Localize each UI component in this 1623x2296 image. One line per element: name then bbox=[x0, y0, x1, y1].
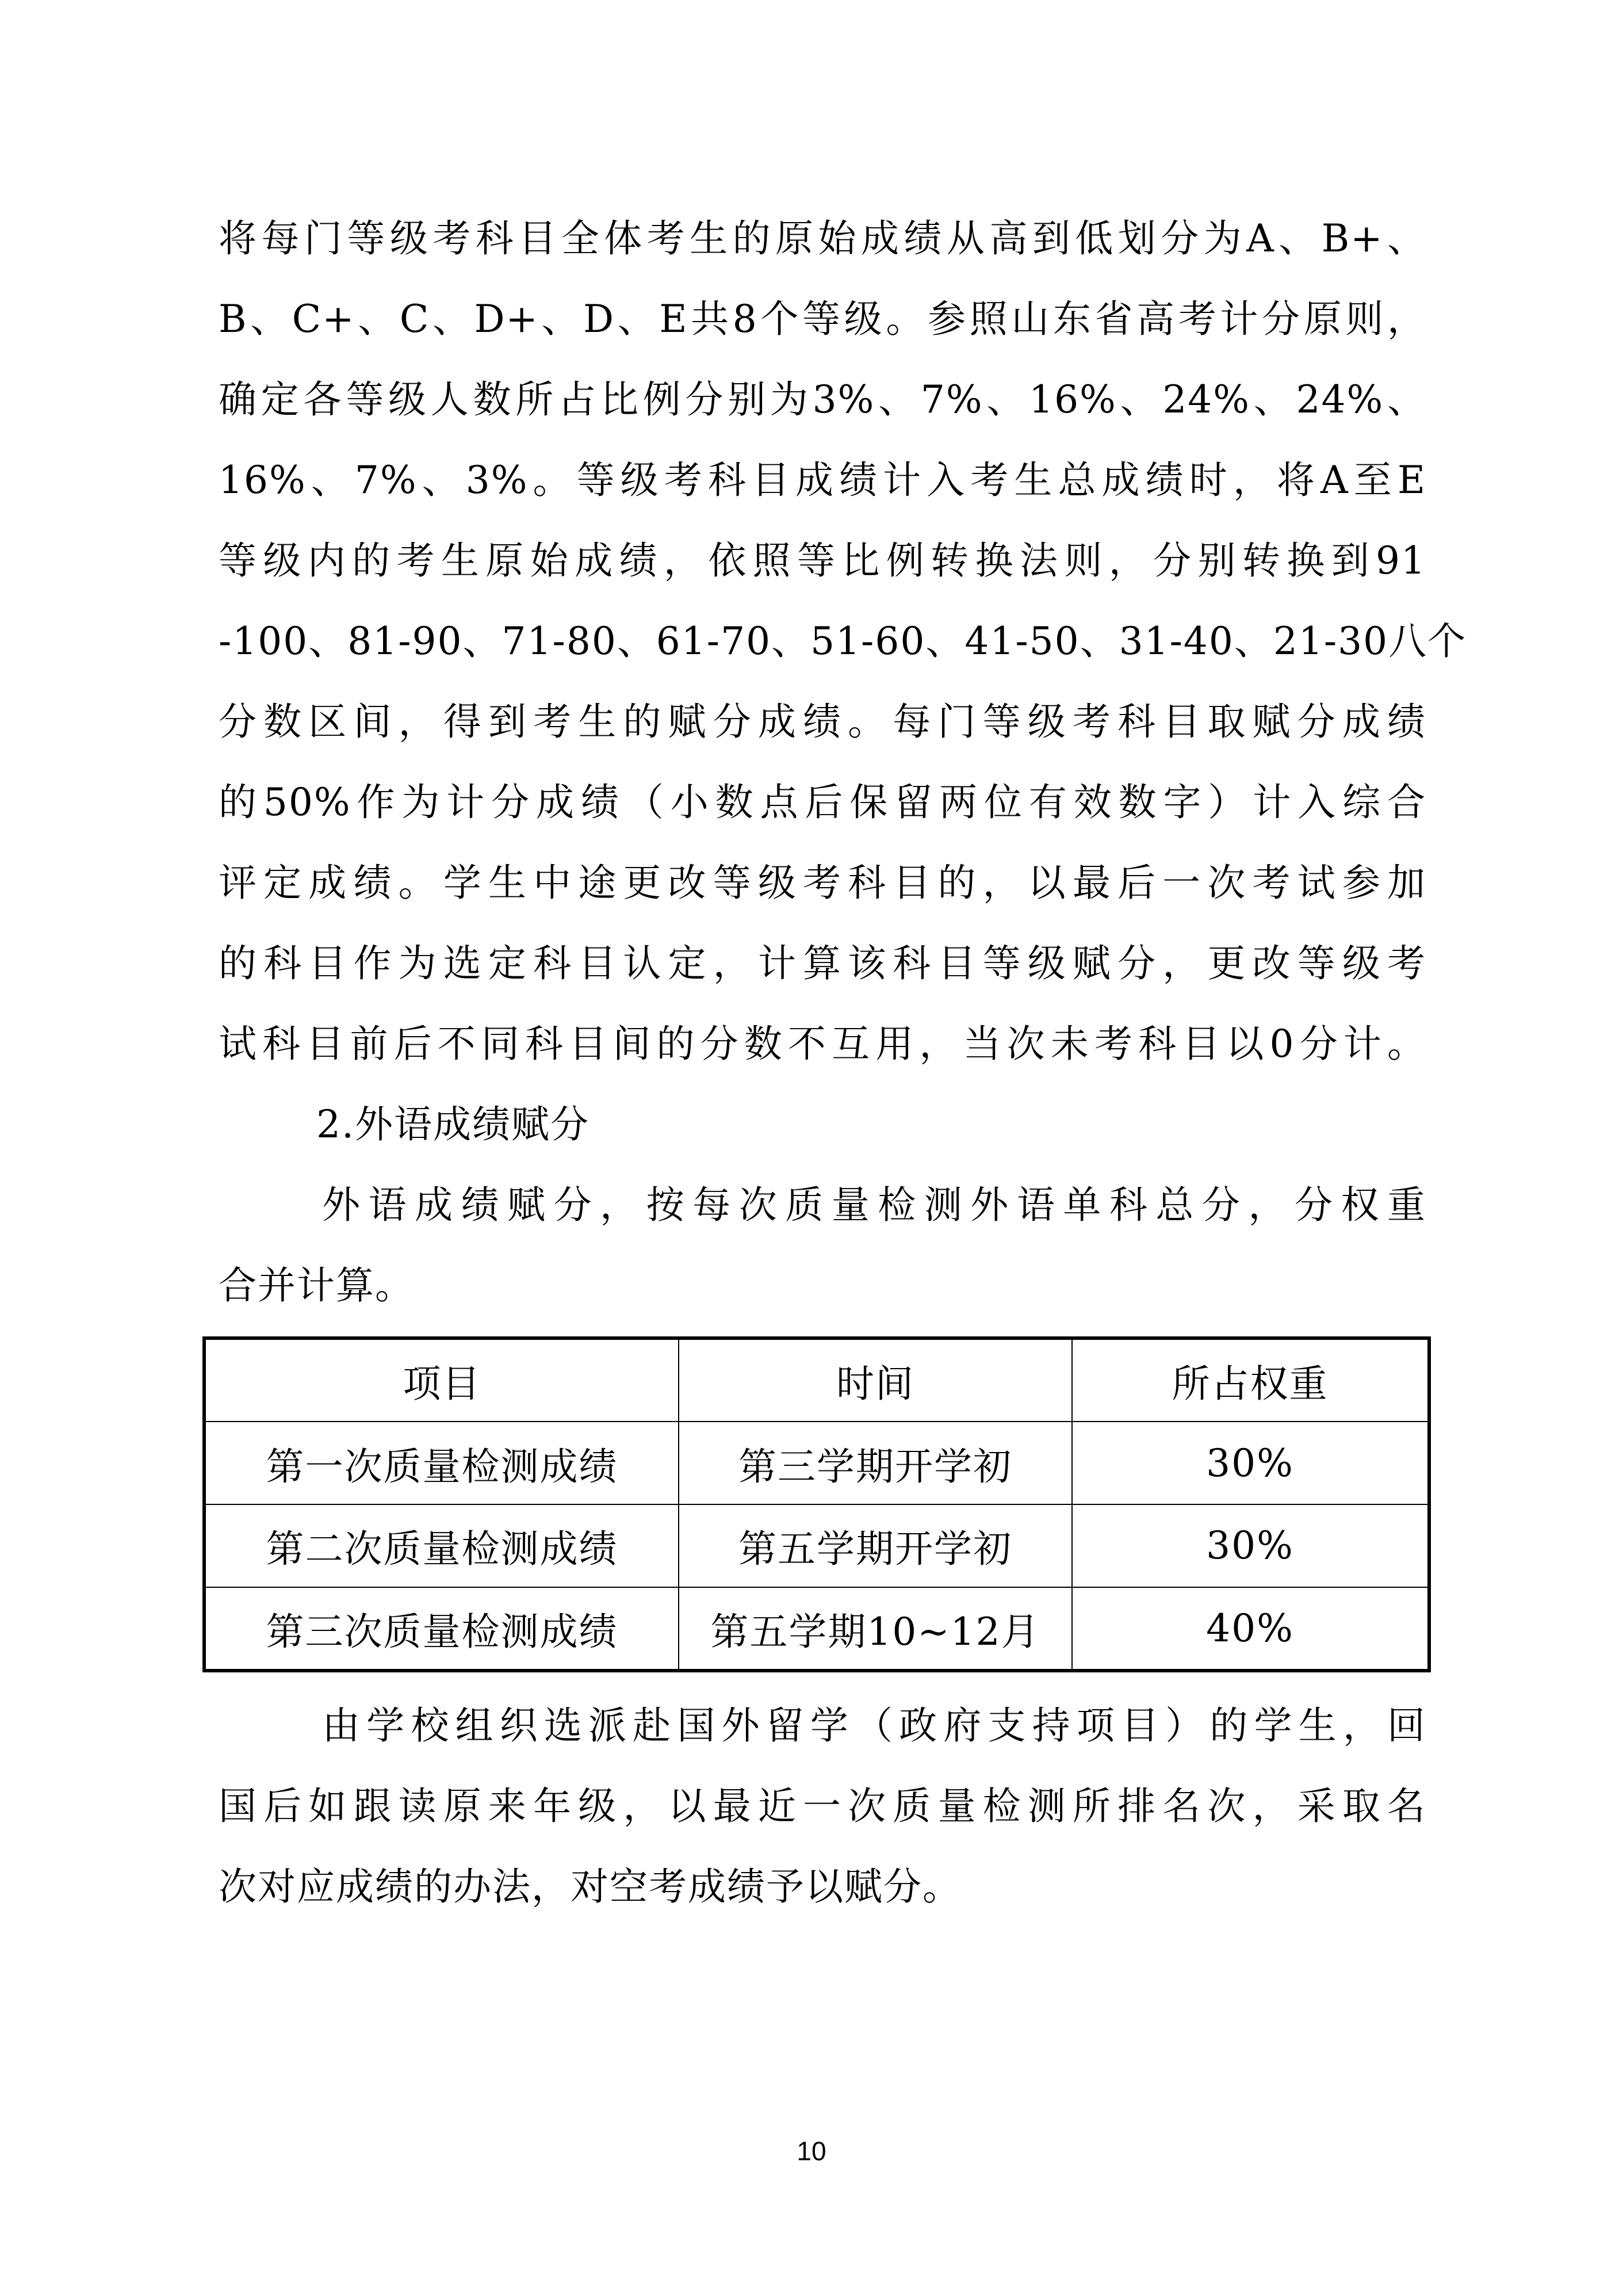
cell-weight: 40% bbox=[1072, 1587, 1427, 1669]
text-line: 的科目作为选定科目认定，计算该科目等级赋分，更改等级考 bbox=[219, 941, 1426, 985]
text-line: 16%、7%、3%。等级考科目成绩计入考生总成绩时，将A至E bbox=[219, 458, 1426, 502]
text-line: 分数区间，得到考生的赋分成绩。每门等级考科目取赋分成绩 bbox=[219, 700, 1426, 744]
text-line: 合并计算。 bbox=[219, 1263, 414, 1308]
cell-time: 第五学期10~12月 bbox=[679, 1587, 1072, 1669]
text-line: 试科目前后不同科目间的分数不互用，当次未考科目以0分计。 bbox=[219, 1022, 1426, 1066]
header-time: 时间 bbox=[679, 1340, 1072, 1422]
text-line: 等级内的考生原始成绩，依照等比例转换法则，分别转换到91 bbox=[219, 538, 1426, 583]
cell-time: 第三学期开学初 bbox=[679, 1422, 1072, 1504]
text-line: 评定成绩。学生中途更改等级考科目的，以最后一次考试参加 bbox=[219, 861, 1426, 905]
cell-time: 第五学期开学初 bbox=[679, 1504, 1072, 1587]
cell-weight: 30% bbox=[1072, 1422, 1427, 1504]
text-line: -100、81-90、71-80、61-70、51-60、41-50、31-40、21-30八个 bbox=[219, 619, 1467, 663]
weights-table bbox=[202, 1336, 1431, 1672]
text-line: 国后如跟读原来年级，以最近一次质量检测所排名次，采取名 bbox=[219, 1784, 1426, 1828]
text-line: 确定各等级人数所占比例分别为3%、7%、16%、24%、24%、 bbox=[219, 377, 1426, 422]
text-line: 由学校组织选派赴国外留学（政府支持项目）的学生，回 bbox=[322, 1703, 1426, 1748]
cell-item: 第三次质量检测成绩 bbox=[206, 1587, 679, 1669]
text-line: 的50%作为计分成绩（小数点后保留两位有效数字）计入综合 bbox=[219, 780, 1426, 824]
table-row bbox=[206, 1587, 1427, 1669]
text-line: 将每门等级考科目全体考生的原始成绩从高到低划分为A、B+、 bbox=[219, 216, 1426, 261]
text-line: 次对应成绩的办法，对空考成绩予以赋分。 bbox=[219, 1865, 962, 1909]
section-heading: 2.外语成绩赋分 bbox=[316, 1102, 590, 1147]
cell-item: 第一次质量检测成绩 bbox=[206, 1422, 679, 1504]
header-item: 项目 bbox=[206, 1340, 679, 1422]
header-weight: 所占权重 bbox=[1072, 1340, 1427, 1422]
text-line: 外语成绩赋分，按每次质量检测外语单科总分，分权重 bbox=[322, 1183, 1426, 1227]
text-line: B、C+、C、D+、D、E共8个等级。参照山东省高考计分原则， bbox=[219, 297, 1426, 341]
cell-item: 第二次质量检测成绩 bbox=[206, 1504, 679, 1587]
page-number: 10 bbox=[797, 2136, 826, 2166]
table-row bbox=[206, 1504, 1427, 1587]
table-row bbox=[206, 1422, 1427, 1504]
cell-weight: 30% bbox=[1072, 1504, 1427, 1587]
table-header-row bbox=[206, 1340, 1427, 1422]
